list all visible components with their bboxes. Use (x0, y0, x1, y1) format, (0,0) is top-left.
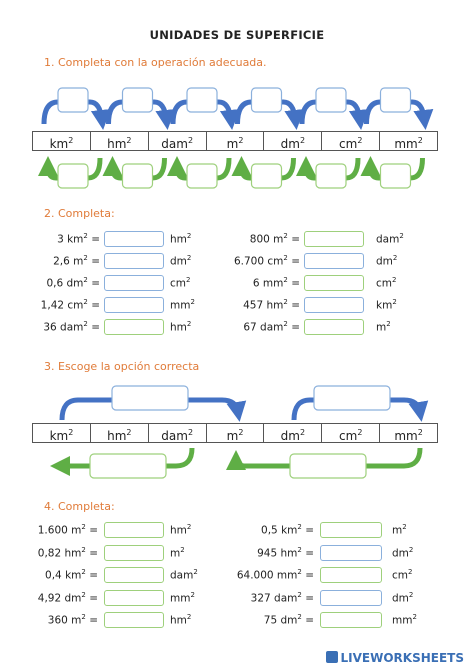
label-value: 0,5 km (261, 524, 298, 537)
operation-answer-box[interactable] (58, 164, 88, 188)
unit-text: dm (280, 137, 300, 151)
label-value: 1,42 cm (40, 299, 84, 312)
unit-name: hm (170, 614, 187, 627)
unit-superscript: 2 (186, 254, 192, 262)
operation-answer-box[interactable] (123, 88, 153, 112)
operation-answer-box[interactable] (252, 164, 282, 188)
label-superscript: 2 (283, 232, 288, 240)
unit-superscript: 2 (186, 523, 192, 531)
label-superscript: 2 (297, 590, 302, 599)
operation-answer-box[interactable] (316, 164, 346, 188)
label-superscript: 2 (83, 320, 88, 328)
equals-sign: = (287, 255, 300, 268)
label-value: 2,6 m (53, 255, 84, 268)
unit-superscript: 2 (126, 136, 132, 145)
unit-text: km (49, 429, 69, 443)
unit-superscript: 2 (186, 276, 191, 284)
label-superscript: 2 (297, 568, 302, 576)
unit-text: dm (280, 429, 300, 443)
unit-name: m (392, 524, 403, 537)
unit-name: cm (392, 569, 409, 582)
unit-superscript: 2 (126, 428, 132, 437)
page-title: UNIDADES DE SUPERFICIE (149, 28, 325, 42)
label-value: 64.000 mm (236, 569, 298, 582)
unit-text: hm (107, 137, 127, 151)
label-superscript: 2 (81, 590, 86, 599)
equals-sign: = (85, 547, 98, 559)
label-value: 800 m (249, 233, 284, 246)
option-answer-box[interactable] (90, 454, 166, 478)
unit-text: dam (161, 429, 188, 443)
label-superscript: 2 (81, 523, 86, 531)
label-value: 67 dam (243, 321, 284, 334)
equals-sign: = (301, 547, 314, 559)
logo-mark-icon (326, 651, 338, 663)
equals-sign: = (87, 233, 100, 246)
unit-name: dm (392, 592, 409, 604)
section-2-heading: 2. Completa: (44, 207, 115, 220)
label-value: 945 hm (257, 547, 298, 559)
equals-sign: = (87, 299, 100, 312)
unit-superscript: 2 (238, 428, 244, 437)
operation-answer-box[interactable] (381, 164, 411, 188)
unit-text: mm (394, 429, 418, 443)
equals-sign: = (287, 233, 300, 246)
unit-text: m (226, 429, 239, 443)
label-value: 3 km (57, 233, 84, 246)
unit-superscript: 2 (186, 232, 192, 240)
equals-sign: = (87, 255, 100, 268)
unit-name: dm (170, 255, 187, 268)
unit-text: dam (161, 137, 188, 151)
unit-superscript: 2 (392, 254, 398, 262)
label-value: 360 m (47, 614, 82, 627)
unit-superscript: 2 (187, 136, 194, 145)
label-value: 327 dam (250, 592, 298, 604)
unit-text: hm (107, 429, 127, 443)
label-value: 6.700 cm (233, 255, 284, 268)
unit-name: mm (170, 592, 191, 604)
unit-name: dam (170, 569, 194, 582)
unit-superscript: 2 (417, 428, 423, 437)
unit-name: hm (170, 524, 187, 537)
label-value: 4,92 dm (37, 592, 82, 604)
unit-text: m (226, 137, 239, 151)
unit-superscript: 2 (238, 136, 244, 145)
label-value: 0,4 km (45, 569, 82, 582)
unit-superscript: 2 (186, 613, 192, 621)
unit-text: km (49, 137, 69, 151)
unit-superscript: 2 (186, 320, 192, 328)
option-answer-box[interactable] (290, 454, 366, 478)
equals-sign: = (85, 524, 98, 537)
label-superscript: 2 (83, 298, 88, 306)
label-superscript: 2 (283, 298, 288, 306)
label-superscript: 2 (81, 545, 86, 554)
unit-superscript: 2 (68, 136, 74, 145)
operation-answer-box[interactable] (381, 88, 411, 112)
unit-superscript: 2 (408, 568, 413, 576)
unit-name: dam (376, 233, 400, 246)
operation-answer-box[interactable] (187, 88, 217, 112)
label-superscript: 2 (83, 254, 88, 262)
unit-name: cm (376, 277, 393, 290)
section-1-heading: 1. Completa con la operación adecuada. (44, 56, 267, 69)
unit-text: cm (339, 429, 358, 443)
unit-superscript: 2 (408, 590, 414, 599)
unit-superscript: 2 (190, 590, 195, 599)
unit-text: cm (339, 137, 358, 151)
unit-superscript: 2 (402, 523, 407, 531)
equals-sign: = (301, 524, 314, 537)
label-superscript: 2 (83, 276, 88, 284)
label-value: 1.600 m (37, 524, 82, 537)
brand-text: LIVEWORKSHEETS (340, 651, 464, 665)
unit-superscript: 2 (180, 545, 185, 554)
option-answer-box[interactable] (314, 386, 390, 410)
footer (0, 648, 474, 670)
unit-superscript: 2 (417, 136, 423, 145)
unit-name: dm (376, 255, 393, 268)
unit-name: hm (170, 233, 187, 246)
unit-name: cm (170, 277, 187, 290)
unit-superscript: 2 (68, 428, 74, 437)
equals-sign: = (85, 592, 98, 604)
equals-sign: = (85, 569, 98, 582)
operation-answer-box[interactable] (58, 88, 88, 112)
equals-sign: = (85, 614, 98, 627)
equals-sign: = (87, 277, 100, 290)
section-4-heading: 4. Completa: (44, 500, 115, 513)
option-answer-box[interactable] (112, 386, 188, 410)
unit-superscript: 2 (392, 298, 397, 306)
unit-superscript: 2 (412, 613, 417, 621)
unit-name: mm (392, 614, 413, 627)
unit-name: m (170, 547, 181, 559)
unit-superscript: 2 (299, 428, 306, 437)
unit-name: km (376, 299, 393, 312)
liveworksheets-logo (326, 651, 464, 665)
label-superscript: 2 (283, 254, 288, 262)
operation-answer-box[interactable] (123, 164, 153, 188)
label-value: 36 dam (43, 321, 84, 334)
unit-text: mm (394, 137, 418, 151)
label-superscript: 2 (297, 613, 302, 621)
unit-superscript: 2 (187, 428, 194, 437)
unit-superscript: 2 (357, 428, 363, 437)
equals-sign: = (301, 592, 314, 604)
unit-superscript: 2 (386, 320, 391, 328)
label-superscript: 2 (297, 523, 302, 531)
unit-name: mm (170, 299, 191, 312)
equals-sign: = (301, 569, 314, 582)
unit-superscript: 2 (408, 545, 414, 554)
unit-superscript: 2 (190, 298, 195, 306)
equals-sign: = (287, 277, 300, 290)
unit-name: dm (392, 547, 409, 559)
equals-sign: = (287, 321, 300, 334)
label-value: 457 hm (243, 299, 284, 312)
label-value: 0,82 hm (37, 547, 82, 559)
equals-sign: = (301, 614, 314, 627)
equals-sign: = (287, 299, 300, 312)
unit-name: m (376, 321, 387, 334)
equals-sign: = (87, 321, 100, 334)
label-superscript: 2 (283, 276, 288, 284)
label-value: 0,6 dm (46, 277, 84, 290)
operation-answer-box[interactable] (187, 164, 217, 188)
label-value: 6 mm (252, 277, 284, 290)
unit-superscript: 2 (299, 136, 306, 145)
unit-superscript: 2 (357, 136, 363, 145)
label-superscript: 2 (283, 320, 288, 328)
label-value: 75 dm (263, 614, 298, 627)
label-superscript: 2 (297, 545, 302, 554)
label-superscript: 2 (81, 568, 86, 576)
section-3-heading: 3. Escoge la opción correcta (44, 360, 200, 373)
label-superscript: 2 (81, 613, 86, 621)
operation-answer-box[interactable] (316, 88, 346, 112)
unit-superscript: 2 (392, 276, 397, 284)
label-superscript: 2 (83, 232, 88, 240)
unit-superscript: 2 (193, 568, 198, 576)
operation-answer-box[interactable] (252, 88, 282, 112)
unit-superscript: 2 (399, 232, 404, 240)
unit-name: hm (170, 321, 187, 334)
